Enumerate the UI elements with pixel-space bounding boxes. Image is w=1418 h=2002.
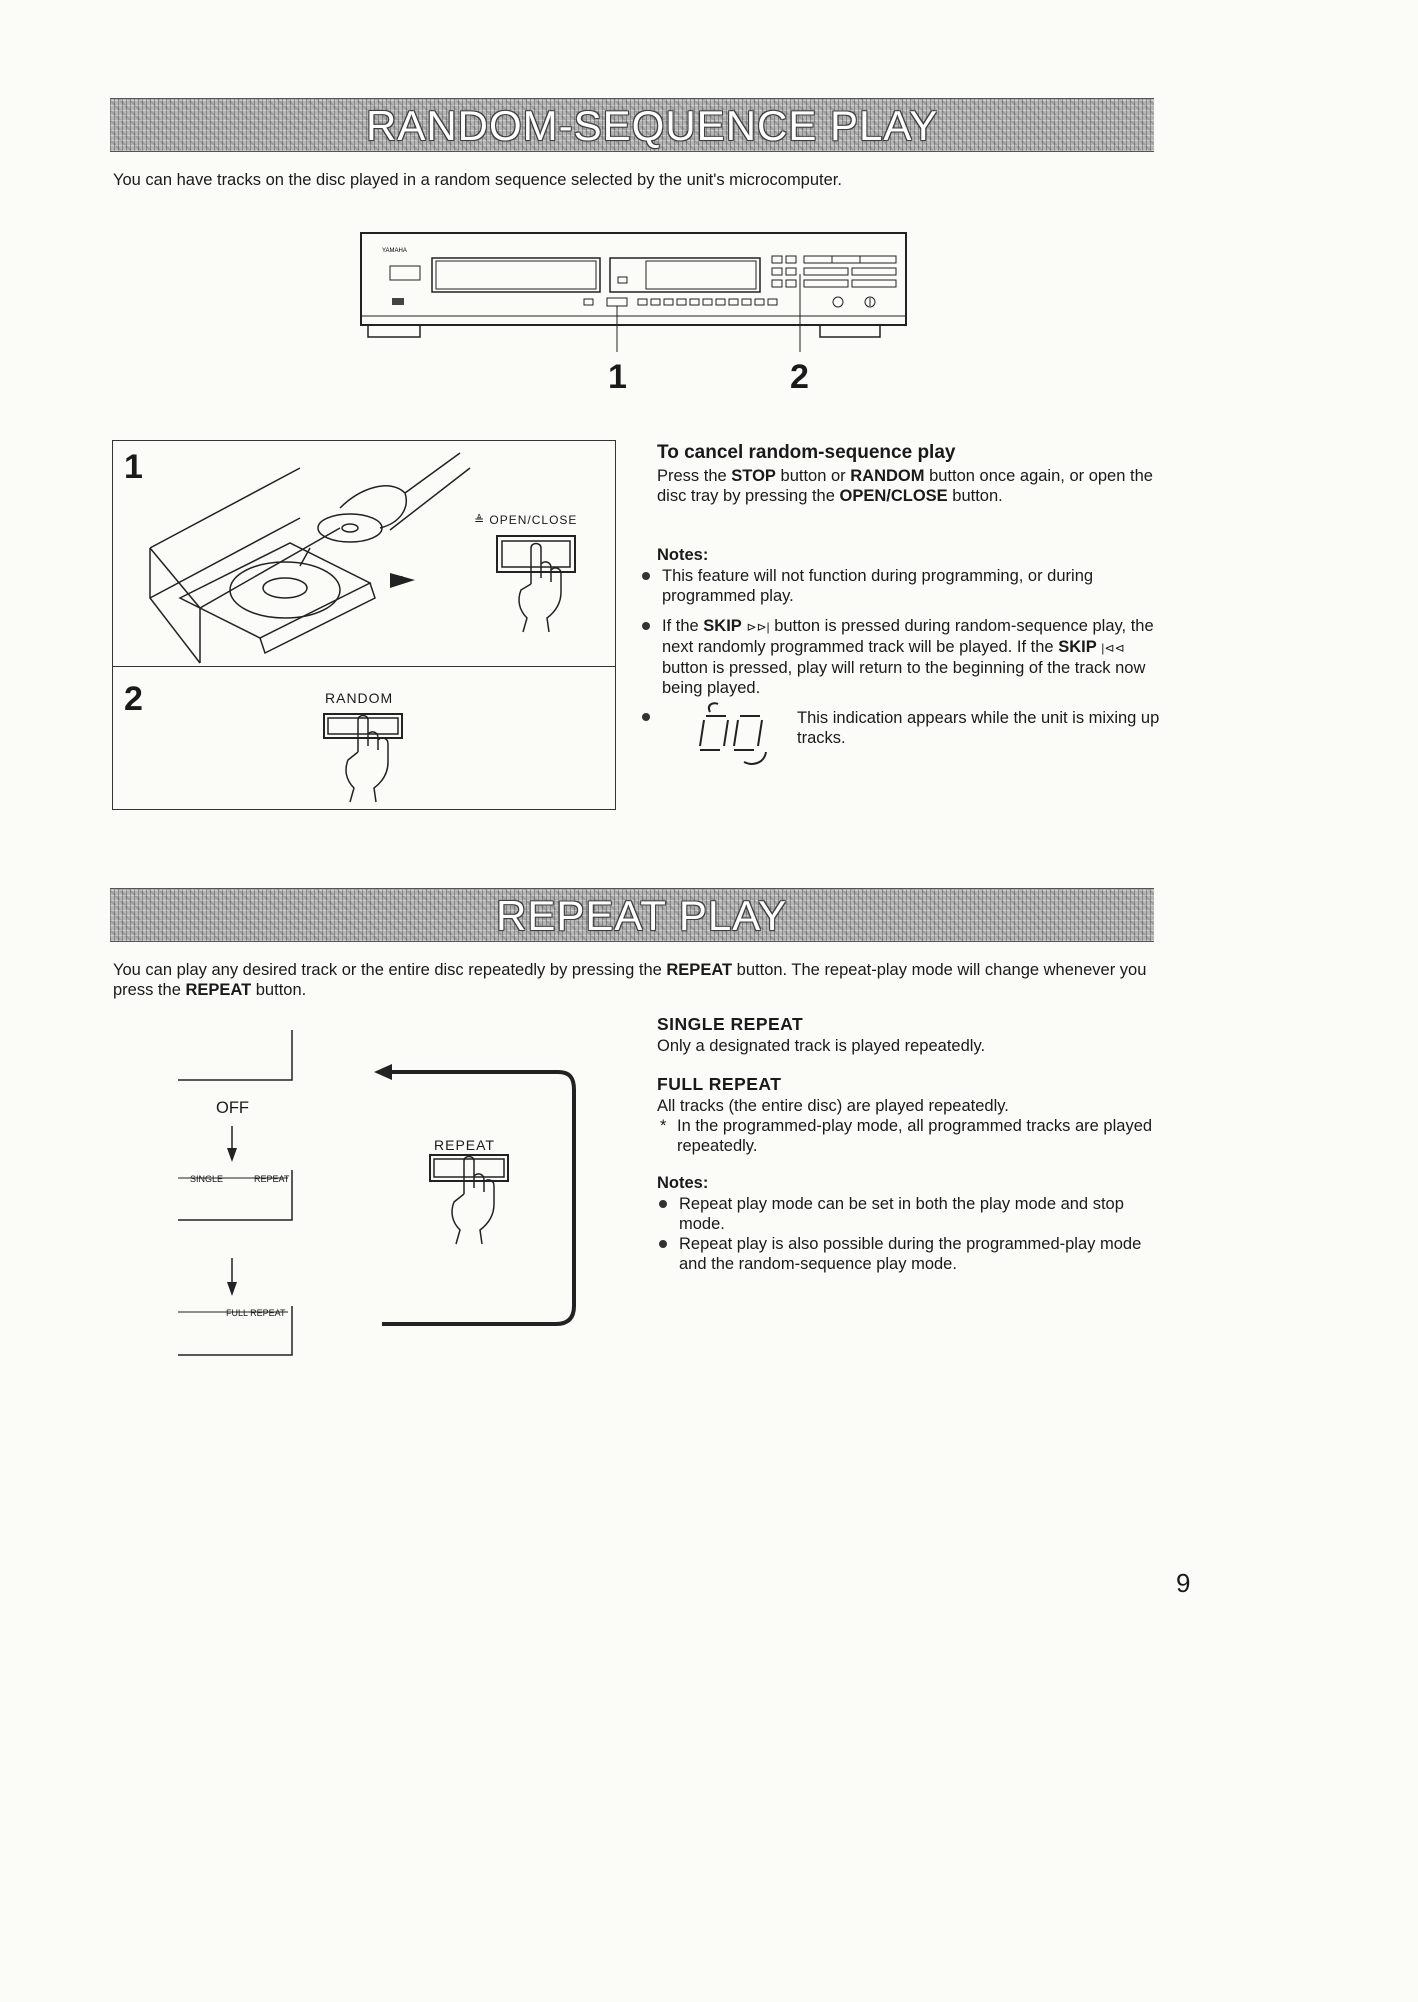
full-repeat-asterisk: * [660, 1117, 667, 1135]
off-label: OFF [216, 1099, 249, 1117]
step-2-number: 2 [124, 680, 143, 718]
skip-forward-icon: ⊳⊳| [746, 620, 770, 634]
disc-tray-illustration [140, 448, 480, 663]
repeat-keyword: REPEAT [666, 961, 733, 979]
cancel-text-part: button once again, or open the disc tray by pressing the [657, 467, 1153, 505]
note-text-part: button is pressed, play will return to the beginning of the track now being played. [662, 659, 1146, 697]
repeat-play-banner [110, 888, 1154, 942]
callout-1: 1 [608, 358, 627, 396]
cancel-text-part: button. [947, 487, 1003, 505]
note-text-part: button is pressed during random-sequence play, the next randomly programmed track will be played. If the [662, 617, 1154, 656]
repeat-button-label: REPEAT [434, 1137, 495, 1153]
full-repeat-heading: FULL REPEAT [657, 1074, 782, 1094]
repeat-play-title: REPEAT PLAY [496, 892, 788, 939]
cancel-text-part: button or [775, 467, 851, 485]
single-repeat-heading: SINGLE REPEAT [657, 1014, 804, 1034]
full-repeat-text: All tracks (the entire disc) are played repeatedly. [657, 1097, 1009, 1115]
shuffle-display-icon [692, 702, 782, 770]
repeat-keyword: REPEAT [185, 981, 252, 999]
step-1-number: 1 [124, 448, 143, 486]
open-close-button-press [495, 534, 585, 634]
notes-list-1 [640, 566, 1162, 708]
intro-text-part: button. The repeat-play mode will change whenever you press the [113, 961, 1147, 999]
note-3-text: This indication appears while the unit is mixing up tracks. [797, 709, 1160, 747]
note-item [640, 616, 1162, 698]
callout-2: 2 [790, 358, 809, 396]
random-button-label: RANDOM [325, 690, 394, 706]
repeat-play-intro [113, 960, 1163, 1000]
notes-heading-2: Notes: [657, 1174, 709, 1192]
full-repeat-note: In the programmed-play mode, all programmed tracks are played repeatedly. [677, 1117, 1153, 1155]
skip-keyword: SKIP [703, 617, 742, 635]
skip-back-icon: |⊲⊲ [1101, 641, 1125, 655]
notes-list-2 [657, 1194, 1162, 1274]
note-item: Repeat play mode can be set in both the play mode and stop mode. [657, 1194, 1162, 1234]
cancel-text-part: Press the [657, 467, 732, 485]
notes-heading-1: Notes: [657, 546, 709, 564]
repeat-small-label: REPEAT [254, 1174, 290, 1184]
note-bullet [642, 713, 650, 721]
page-number: 9 [1176, 1568, 1191, 1598]
svg-text:YAMAHA: YAMAHA [382, 248, 407, 254]
note-item: Repeat play is also possible during the programmed-play mode and the random-sequence play mode. [657, 1234, 1162, 1274]
full-repeat-small-label: FULL REPEAT [226, 1308, 286, 1318]
single-small-label: SINGLE [190, 1174, 224, 1184]
steps-divider [112, 666, 615, 667]
single-repeat-text: Only a designated track is played repeatedly. [657, 1037, 986, 1055]
open-close-keyword: OPEN/CLOSE [839, 487, 948, 505]
random-sequence-intro: You can have tracks on the disc played in a random sequence selected by the unit's microcomputer. [113, 171, 842, 189]
skip-keyword: SKIP [1058, 638, 1097, 656]
cd-player-illustration [360, 232, 920, 347]
note-item: This feature will not function during programming, or during programmed play. [640, 566, 1162, 606]
cancel-text [657, 466, 1162, 506]
cancel-heading: To cancel random-sequence play [657, 442, 956, 463]
open-close-label: ≜ OPEN/CLOSE [474, 513, 578, 527]
intro-text-part: button. [251, 981, 307, 999]
note-text-part: If the [662, 617, 704, 635]
random-sequence-banner [110, 98, 1154, 152]
intro-text-part: You can play any desired track or the entire disc repeatedly by pressing the [113, 961, 667, 979]
stop-keyword: STOP [731, 467, 776, 485]
random-keyword: RANDOM [850, 467, 925, 485]
random-sequence-title: RANDOM-SEQUENCE PLAY [366, 102, 939, 149]
random-button-press [322, 712, 412, 812]
